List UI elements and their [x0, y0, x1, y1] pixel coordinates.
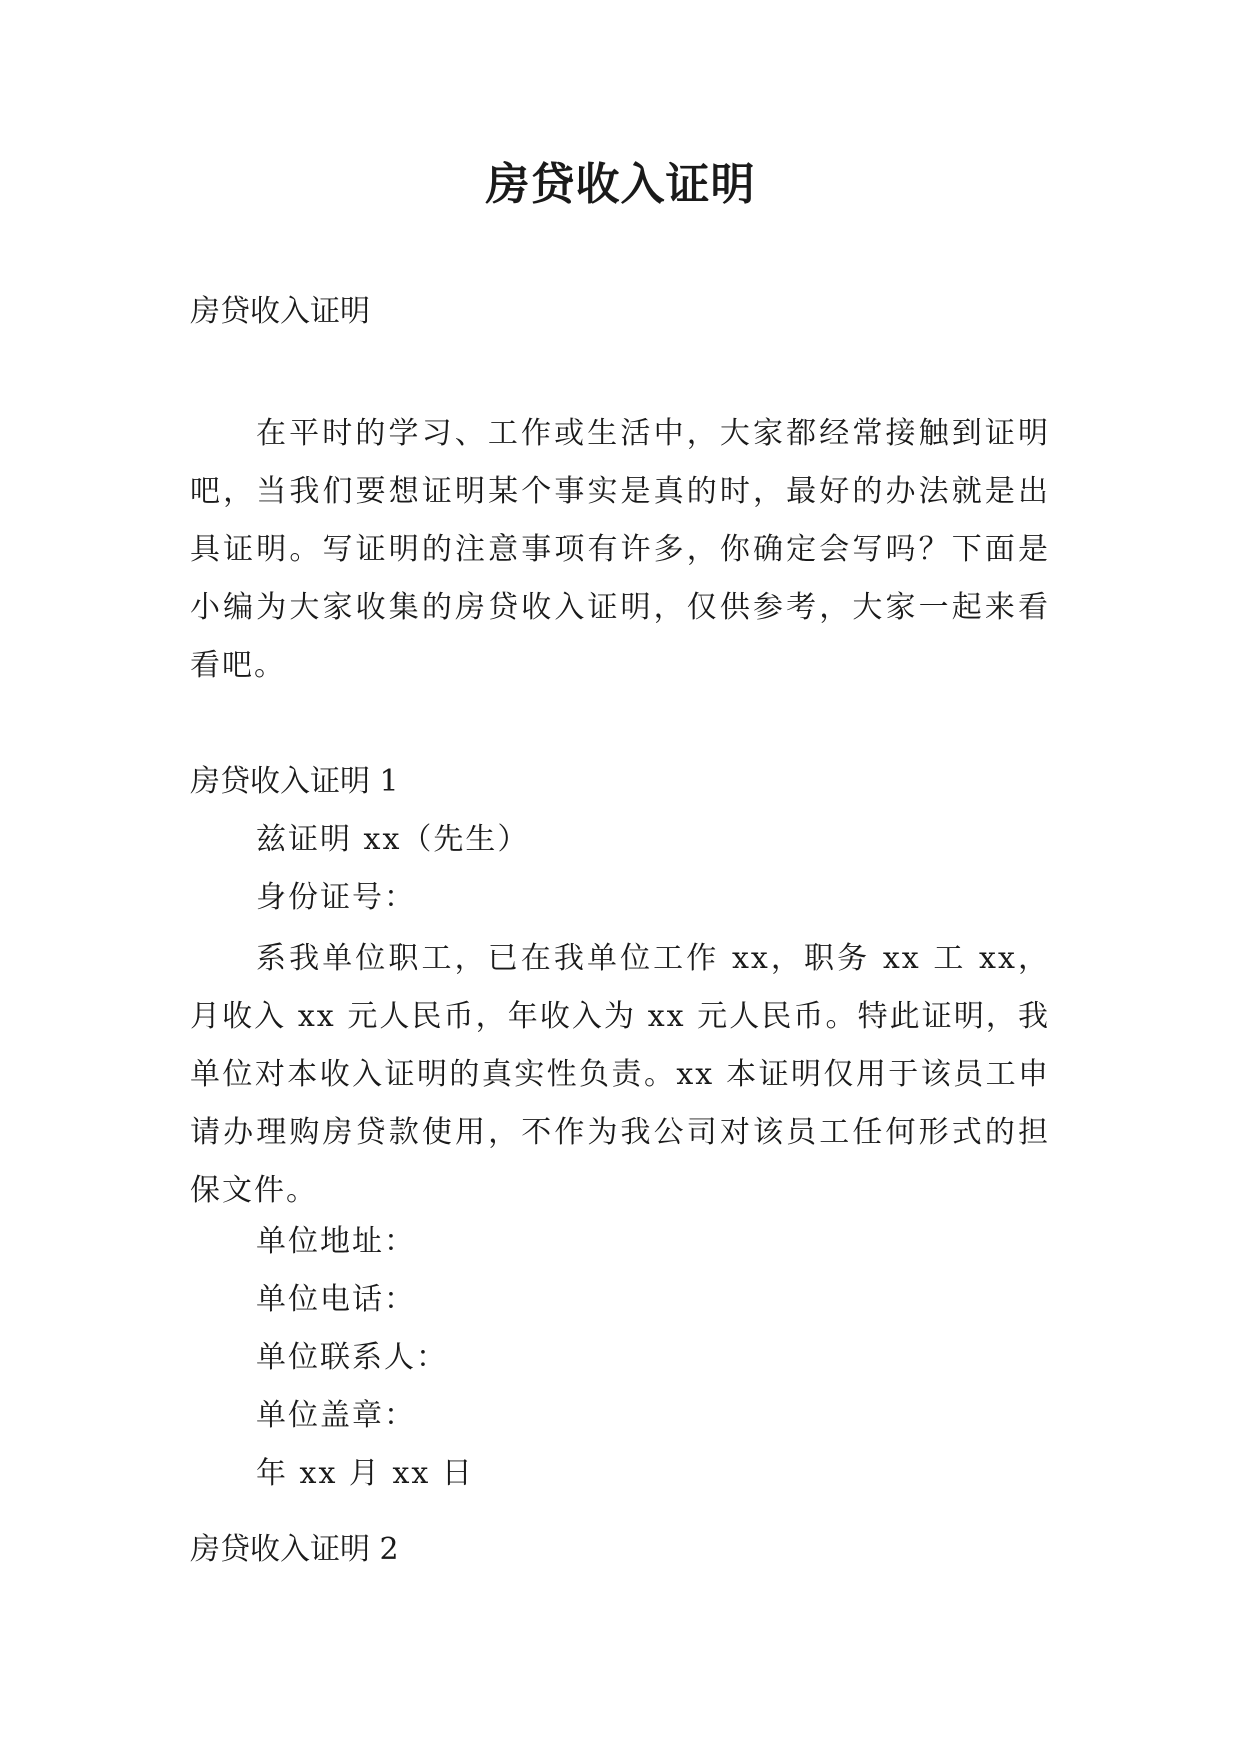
- section-1-heading: 房贷收入证明 1: [190, 764, 399, 799]
- document-title: 房贷收入证明: [485, 159, 756, 210]
- certificate-body-paragraph: 系我单位职工，已在我单位工作 xx，职务 xx 工 xx，月收入 xx 元人民币，年收入为 xx 元人民币。特此证明，我单位对本收入证明的真实性负责。xx 本证明仅用于该员工申请办理购房贷款使用，不作为我公司对该员工任何形式的担保文件。: [190, 941, 1050, 1208]
- document-subtitle: 房贷收入证明: [190, 294, 370, 329]
- company-seal-line: 单位盖章：: [256, 1398, 416, 1433]
- id-number-line: 身份证号：: [256, 880, 416, 915]
- company-contact-line: 单位联系人：: [256, 1340, 448, 1375]
- intro-paragraph: 在平时的学习、工作或生活中，大家都经常接触到证明吧，当我们要想证明某个事实是真的时，最好的办法就是出具证明。写证明的注意事项有许多，你确定会写吗？下面是小编为大家收集的房贷收入证明，仅供参考，大家一起来看看吧。: [190, 416, 1050, 683]
- certify-line: 兹证明 xx（先生）: [256, 822, 530, 857]
- company-phone-line: 单位电话：: [256, 1282, 416, 1317]
- company-address-line: 单位地址：: [256, 1224, 416, 1259]
- section-2-heading: 房贷收入证明 2: [190, 1532, 399, 1567]
- date-line: 年 xx 月 xx 日: [256, 1456, 474, 1491]
